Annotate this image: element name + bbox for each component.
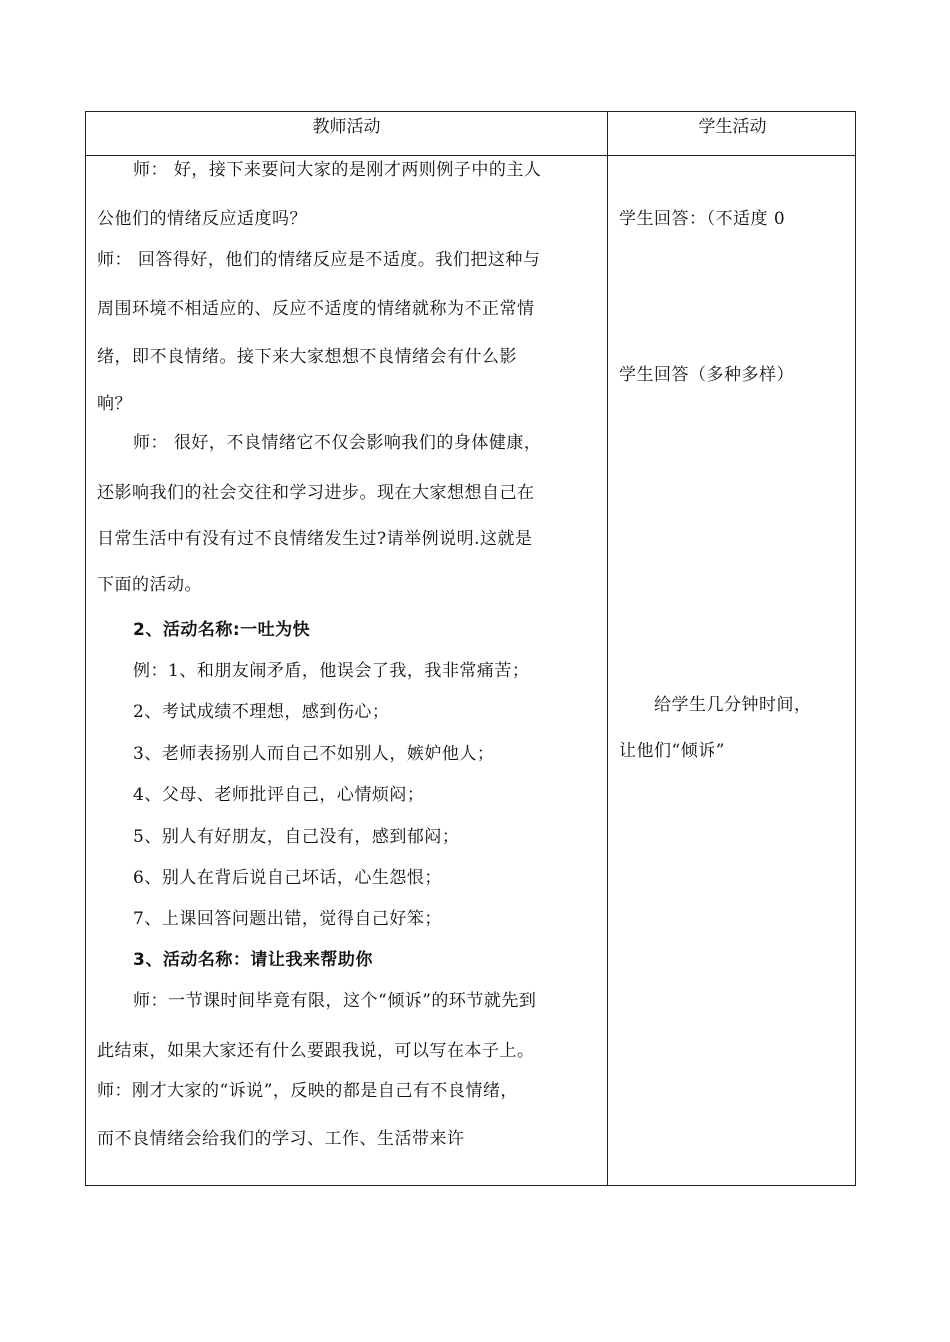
teacher-line: 师： 回答得好，他们的情绪反应是不适度。我们把这种与 <box>97 250 541 270</box>
student-response: 学生回答（多种多样） <box>619 365 794 385</box>
example-item: 5、别人有好朋友，自己没有，感到郁闷； <box>133 827 460 847</box>
student-response: 给学生几分钟时间， <box>654 695 812 715</box>
teacher-line: 而不良情绪会给我们的学习、工作、生活带来许 <box>97 1129 465 1149</box>
teacher-line: 下面的活动。 <box>97 575 202 595</box>
teacher-line: 日常生活中有没有过不良情绪发生过?请举例说明.这就是 <box>97 529 533 549</box>
student-response: 让他们“倾诉” <box>619 741 725 761</box>
example-item: 4、父母、老师批评自己，心情烦闷； <box>133 785 425 805</box>
teacher-line: 还影响我们的社会交往和学习进步。现在大家想想自己在 <box>97 483 535 503</box>
example-item: 2、考试成绩不理想，感到伤心； <box>133 702 390 722</box>
teacher-line: 周围环境不相适应的、反应不适度的情绪就称为不正常情 <box>97 299 535 319</box>
lesson-plan-table <box>85 111 856 1186</box>
teacher-line: 师：一节课时间毕竟有限，这个“倾诉”的环节就先到 <box>133 991 537 1011</box>
example-item: 3、老师表扬别人而自己不如别人，嫉妒他人； <box>133 744 495 764</box>
teacher-line: 此结束，如果大家还有什么要跟我说，可以写在本子上。 <box>97 1041 535 1061</box>
teacher-line: 师：刚才大家的“诉说”，反映的都是自己有不良情绪， <box>97 1081 518 1101</box>
student-response: 学生回答：（不适度 0 <box>619 209 786 229</box>
teacher-line: 师： 好，接下来要问大家的是刚才两则例子中的主人 <box>133 160 542 180</box>
teacher-line: 公他们的情绪反应适度吗？ <box>97 209 307 229</box>
example-item: 6、别人在背后说自己坏话，心生怨恨； <box>133 868 442 888</box>
header-divider <box>86 155 855 156</box>
column-divider <box>607 112 608 1185</box>
teacher-line: 响？ <box>97 394 132 414</box>
teacher-line: 师： 很好，不良情绪它不仅会影响我们的身体健康， <box>133 433 542 453</box>
example-item: 7、上课回答问题出错，觉得自己好笨； <box>133 909 442 929</box>
example-item: 例：1、和朋友闹矛盾，他误会了我，我非常痛苦； <box>133 661 530 681</box>
teacher-line: 绪，即不良情绪。接下来大家想想不良情绪会有什么影 <box>97 347 517 367</box>
student-activity-header: 学生活动 <box>698 117 767 137</box>
activity-heading: 3、活动名称：请让我来帮助你 <box>133 950 373 970</box>
teacher-activity-header: 教师活动 <box>312 117 381 137</box>
activity-heading: 2、活动名称:一吐为快 <box>133 620 311 640</box>
